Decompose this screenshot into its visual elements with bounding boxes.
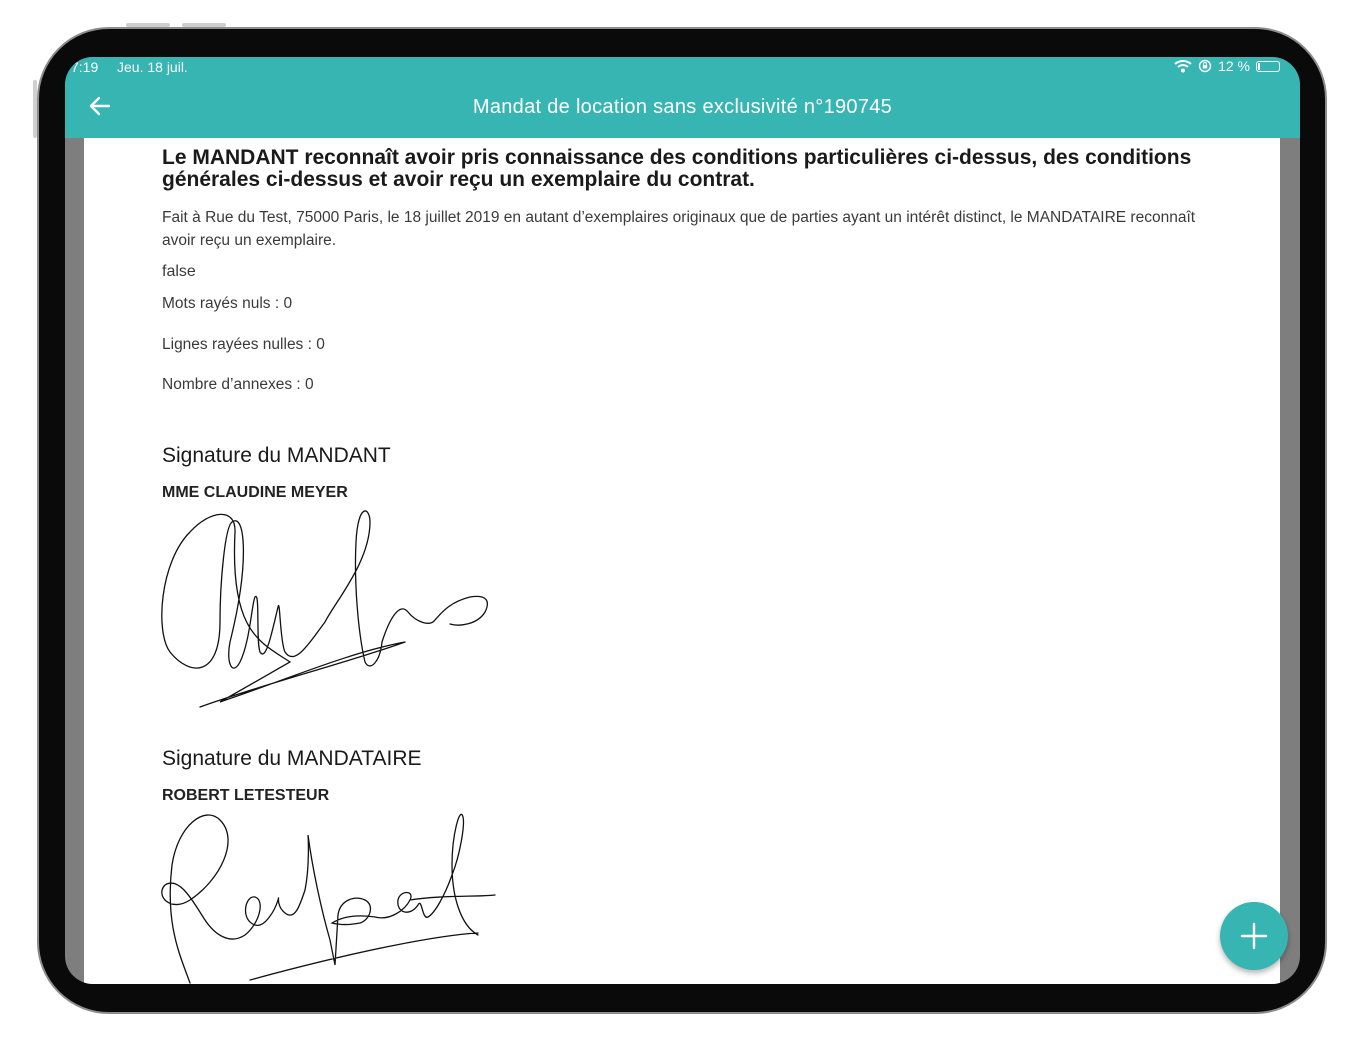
wifi-icon — [1174, 59, 1192, 73]
acknowledgement-heading: Le MANDANT reconnaît avoir pris connaissance des conditions particulières ci-dessus, des conditions générales ci-dessus et avoir reçu un exemplaire du contrat. — [162, 146, 1192, 191]
plus-icon — [1240, 922, 1268, 950]
app-bar — [65, 77, 1300, 138]
struck-lines-count: Lignes rayées nulles : 0 — [162, 336, 325, 353]
status-bar — [65, 57, 1300, 77]
status-time: 7:19 — [71, 59, 99, 75]
device-button-side — [33, 80, 37, 138]
document-page — [84, 138, 1280, 984]
mandant-signature — [160, 502, 500, 722]
status-indicators — [1174, 58, 1280, 74]
document-content — [162, 147, 1202, 984]
battery-percent: 12 % — [1218, 58, 1250, 74]
battery-icon — [1256, 61, 1280, 72]
annex-count: Nombre d’annexes : 0 — [162, 376, 314, 393]
mandant-signature-heading: Signature du MANDANT — [162, 444, 391, 467]
device-button-top-1 — [126, 23, 170, 27]
made-at-paragraph: Fait à Rue du Test, 75000 Paris, le 18 juillet 2019 en autant d’exemplaires originaux que de parties ayant un intérêt distinct, le MANDATAIRE reconnaît avoir reçu un exemplaire. — [162, 209, 1196, 249]
device-button-top-2 — [182, 23, 226, 27]
mandant-name: MME CLAUDINE MEYER — [162, 484, 348, 501]
mandataire-signature-heading: Signature du MANDATAIRE — [162, 747, 422, 770]
add-button[interactable] — [1220, 902, 1288, 970]
page-title: Mandat de location sans exclusivité n°190745 — [472, 96, 893, 118]
orientation-lock-icon — [1198, 59, 1212, 73]
status-date: Jeu. 18 juil. — [117, 59, 188, 75]
battery-level — [1258, 63, 1260, 70]
flag-text: false — [162, 263, 196, 280]
struck-words-count: Mots rayés nuls : 0 — [162, 295, 293, 312]
mandataire-signature — [160, 805, 520, 984]
screen — [65, 57, 1300, 984]
mandataire-name: ROBERT LETESTEUR — [162, 787, 330, 804]
